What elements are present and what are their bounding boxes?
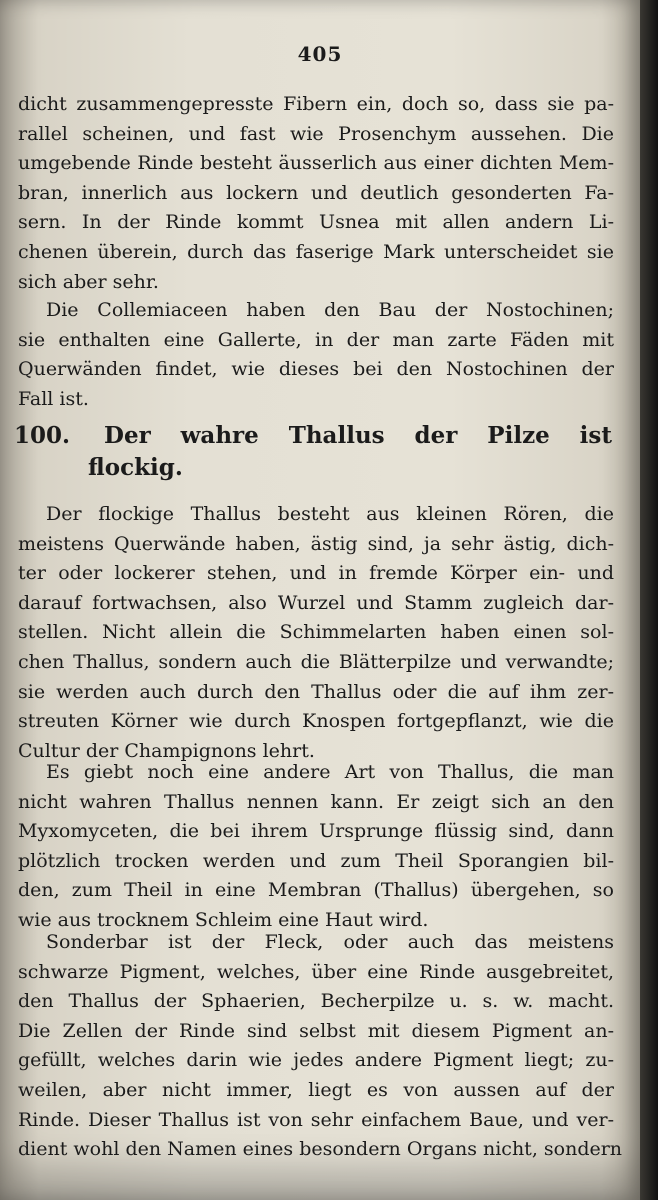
text-line: plötzlich trocken werden und zum Theil Sporangien bil- (18, 849, 614, 872)
text-line: streuten Körner wie durch Knospen fortgepflanzt, wie die (18, 710, 614, 733)
text-line: Rinde. Dieser Thallus ist von sehr einfachem Baue, und ver- (18, 1108, 614, 1131)
paragraph-flockiger-thallus (18, 500, 614, 766)
paragraph-myxomyceten (18, 758, 614, 936)
paragraph-pigment (18, 928, 623, 1165)
book-gutter-shadow (640, 0, 658, 1200)
text-line: umgebende Rinde besteht äusserlich aus einer dichten Mem- (18, 152, 614, 175)
text-line: meistens Querwände haben, ästig sind, ja sehr ästig, dich- (18, 532, 614, 555)
text-line: Die Zellen der Rinde sind selbst mit diesem Pigment an- (18, 1019, 614, 1042)
text-line: darauf fortwachsen, also Wurzel und Stamm zugleich dar- (18, 591, 614, 614)
section-title-line1: Der wahre Thallus der Pilze ist (104, 422, 612, 449)
text-line: dient wohl den Namen eines besondern Organs nicht, sondern (18, 1138, 623, 1161)
section-number: 100. (14, 422, 71, 449)
text-line: dicht zusammengepresste Fibern ein, doch so, dass sie pa- (18, 93, 614, 115)
text-line: sie werden auch durch den Thallus oder die auf ihm zer- (18, 680, 614, 703)
text-line: Querwänden findet, wie dieses bei den Nostochinen der (18, 358, 614, 381)
section-heading (14, 420, 614, 484)
text-line: Sonderbar ist der Fleck, oder auch das meistens (46, 931, 614, 953)
text-line: den, zum Theil in eine Membran (Thallus) übergehen, so (18, 879, 614, 902)
paragraph-collemiaceen (18, 296, 614, 414)
text-line: Der flockige Thallus besteht aus kleinen Rören, die (46, 503, 614, 525)
text-line: bran, innerlich aus lockern und deutlich gesonderten Fa- (18, 181, 614, 204)
text-line: sich aber sehr. (18, 270, 159, 293)
text-line: Cultur der Champignons lehrt. (18, 739, 315, 762)
text-line: gefüllt, welches darin wie jedes andere Pigment liegt; zu- (18, 1049, 614, 1072)
text-line: den Thallus der Sphaerien, Becherpilze u. s. w. macht. (18, 990, 614, 1013)
text-line: chen Thallus, sondern auch die Blätterpilze und verwandte; (18, 650, 614, 673)
text-line: stellen. Nicht allein die Schimmelarten haben einen sol- (18, 621, 614, 644)
text-line: sern. In der Rinde kommt Usnea mit allen andern Li- (18, 211, 614, 234)
text-line: Die Collemiaceen haben den Bau der Nostochinen; (46, 299, 614, 321)
text-line: Es giebt noch eine andere Art von Thallus, die man (46, 761, 614, 783)
section-title-line2: flockig. (88, 454, 183, 481)
text-line: weilen, aber nicht immer, liegt es von aussen auf der (18, 1078, 614, 1101)
text-line: sie enthalten eine Gallerte, in der man zarte Fäden mit (18, 328, 614, 351)
text-line: schwarze Pigment, welches, über eine Rinde ausgebreitet, (18, 960, 614, 983)
text-line: rallel scheinen, und fast wie Prosenchym aussehen. Die (18, 122, 614, 145)
paragraph-usnea-rinde (18, 90, 614, 297)
text-line: ter oder lockerer stehen, und in fremde Körper ein- und (18, 562, 614, 585)
text-line: chenen überein, durch das faserige Mark unterscheidet sie (18, 240, 614, 263)
text-line: wie aus trocknem Schleim eine Haut wird. (18, 908, 429, 931)
text-line: Myxomyceten, die bei ihrem Ursprunge flüssig sind, dann (18, 820, 614, 843)
text-line: nicht wahren Thallus nennen kann. Er zeigt sich an den (18, 790, 614, 813)
page-number: 405 (297, 42, 343, 66)
text-line: Fall ist. (18, 387, 89, 410)
